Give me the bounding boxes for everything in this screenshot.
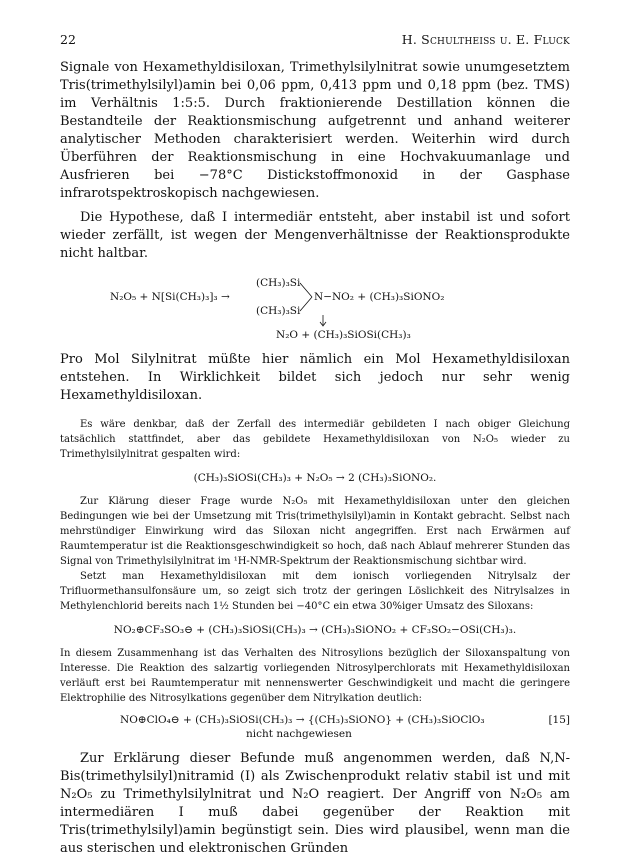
scheme-decomposition: N₂O + (CH₃)₃SiOSi(CH₃)₃ <box>276 329 411 341</box>
paragraph-1: Signale von Hexamethyldisiloxan, Trimethylsilylnitrat sowie unumgesetztem Tris(trimethylsilyl)amin bei 0,06 ppm, 0,413 ppm und 0,18 ppm (bez. TMS) im Verhältnis 1:5:5. Durch fraktionierende Destillation können die Bestandteile der Reaktionsmischung aufgetrennt und anhand weiterer analytischer Methoden charakterisiert werden. Weiterhin wird durch Überführen der Reaktionsmischung in eine Hochvakuumanlage und Ausfrieren bei −78°C Distickstoffmonoxid in der Gasphase infrarotspektroskopisch nachgewiesen. <box>60 60 570 201</box>
scheme-nitramide: N−NO₂ + (CH₃)₃SiONO₂ <box>314 291 445 303</box>
scheme-down-arrow-icon <box>319 315 327 327</box>
scheme-si-bottom: (CH₃)₃Si <box>256 305 301 317</box>
scheme-bond-lines <box>300 281 314 315</box>
equation-2: NO₂⊕CF₃SO₃⊖ + (CH₃)₃SiOSi(CH₃)₃ → (CH₃)₃SiONO₂ + CF₃SO₂−OSi(CH₃)₃. <box>113 624 517 636</box>
equation-3-note: nicht nachgewiesen <box>246 728 352 740</box>
page-number: 22 <box>60 32 76 47</box>
paragraph-8: Zur Erklärung dieser Befunde muß angenommen werden, daß N,N-Bis(trimethylsilyl)nitramid (I) als Zwischenprodukt relativ stabil ist und mit N₂O₅ zu Trimethylsilylnitrat und N₂O reagiert. Der Angriff von N₂O₅ am intermediären I muß dabei gegenüber der Reaktion mit Tris(trimethylsilyl)amin begünstigt sein. Dies wird plausibel, wenn man die aus sterischen und elektronischen Gründen <box>60 751 570 856</box>
paragraph-5: Zur Klärung dieser Frage wurde N₂O₅ mit Hexamethyldisiloxan unter den gleichen Bedingungen wie bei der Umsetzung mit Tris(trimethylsilyl)amin in Kontakt gebracht. Selbst nach mehrstündiger Einwirkung wird das Siloxan nicht angegriffen. Erst nach Erwärmen auf Raumtemperatur ist die Reaktionsgeschwindigkeit so hoch, daß nach Ablauf mehrerer Stunden das Signal von Trimethylsilylnitrat im ¹H-NMR-Spektrum der Reaktionsmischung sichtbar wird. <box>60 496 570 567</box>
running-head-authors: H. Schultheiss u. E. Fluck <box>401 32 570 47</box>
paragraph-2: Die Hypothese, daß I intermediär entsteht, aber instabil ist und sofort wieder zerfällt, ist wegen der Mengenverhältnisse der Reaktionsprodukte nicht haltbar. <box>60 210 570 261</box>
page-header <box>60 32 570 47</box>
reaction-scheme <box>60 273 570 341</box>
equation-1: (CH₃)₃SiOSi(CH₃)₃ + N₂O₅ → 2 (CH₃)₃SiONO₂. <box>193 472 437 484</box>
paragraph-6: Setzt man Hexamethyldisiloxan mit dem ionisch vorliegenden Nitrylsalz der Trifluormethansulfonsäure um, so zeigt sich trotz der geringen Löslichkeit des Nitrylsalzes in Methylenchlorid bereits nach 1½ Stunden bei −40°C ein etwa 30%iger Umsatz des Siloxans: <box>60 571 570 612</box>
equation-3-main: NO⊕ClO₄⊖ + (CH₃)₃SiOSi(CH₃)₃ → {(CH₃)₃SiONO} + (CH₃)₃SiOClO₃ <box>120 714 485 726</box>
paragraph-3: Pro Mol Silylnitrat müßte hier nämlich ein Mol Hexamethyldisiloxan entstehen. In Wirklichkeit bildet sich jedoch nur sehr wenig Hexamethyldisiloxan. <box>60 352 570 403</box>
scheme-si-top: (CH₃)₃Si <box>256 277 301 289</box>
scheme-reactants: N₂O₅ + N[Si(CH₃)₃]₃ → <box>110 291 230 303</box>
paragraph-7: In diesem Zusammenhang ist das Verhalten des Nitrosylions bezüglich der Siloxanspaltung von Interesse. Die Reaktion des salzartig vorliegenden Nitrosylperchlorats mit Hexamethyldisiloxan verläuft erst bei Raumtemperatur mit nennenswerter Geschwindigkeit und macht die geringere Elektrophilie des Nitrosylkations gegenüber dem Nitrylkation deutlich: <box>60 648 570 704</box>
equation-3 <box>60 714 570 740</box>
page <box>60 32 570 858</box>
paragraph-4: Es wäre denkbar, daß der Zerfall des intermediär gebildeten I nach obiger Gleichung tatsächlich stattfindet, aber das gebildete Hexamethyldisiloxan von N₂O₅ wieder zu Trimethylsilylnitrat gespalten wird: <box>60 419 570 460</box>
equation-3-number: [15] <box>548 714 570 726</box>
